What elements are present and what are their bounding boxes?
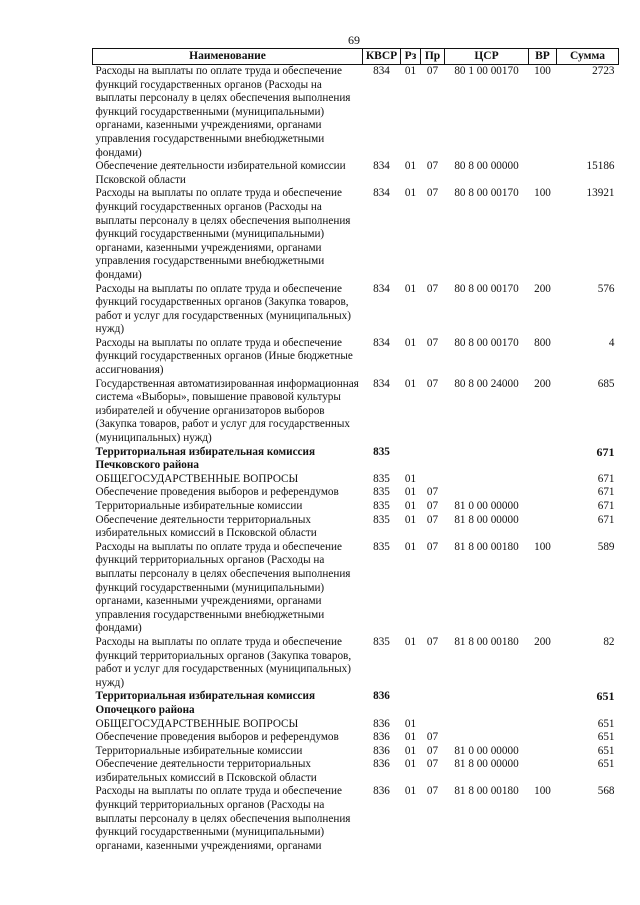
cell-csr: 81 8 00 00180: [454, 635, 519, 648]
table-row: [93, 690, 619, 717]
cell-name: Расходы на выплаты по оплате труда и обеспечение функций государственных органов (Закупка товаров, работ и услуг для государственных (муниципальных) нужд): [95, 282, 351, 336]
cell-sum: 671: [597, 500, 615, 512]
cell-kvsr: 835: [373, 635, 390, 648]
column-header-kvsr: КВСР: [363, 49, 401, 65]
cell-kvsr: 835: [373, 445, 390, 458]
cell-name: Расходы на выплаты по оплате труда и обеспечение функций государственных органов (Расходы на выплаты персоналу в целях обеспечения выполнения функций государственными (муниципальными) органами, казенными учреждениями, органами управления государственными внебюджетными фондами): [95, 65, 351, 159]
cell-csr: [445, 731, 529, 745]
cell-kvsr: 834: [373, 377, 390, 390]
page-number: 69: [348, 33, 360, 47]
cell-name: Территориальная избирательная комиссия Опочецкого района: [95, 690, 315, 716]
cell-csr: [445, 718, 529, 732]
table-row: [93, 731, 619, 745]
cell-kvsr: 836: [373, 785, 390, 798]
cell-csr: 80 8 00 00170: [454, 282, 519, 295]
cell-pr: 07: [426, 160, 439, 173]
cell-sum: 576: [597, 282, 615, 295]
cell-name: Обеспечение проведения выборов и референдумов: [95, 731, 339, 744]
cell-pr: 07: [426, 785, 439, 798]
cell-pr: [421, 473, 445, 487]
cell-kvsr: 835: [373, 540, 390, 553]
column-header-pr: Пр: [421, 49, 445, 65]
cell-sum: 13921: [586, 187, 615, 200]
cell-name: ОБЩЕГОСУДАРСТВЕННЫЕ ВОПРОСЫ: [95, 472, 299, 485]
cell-pr: 07: [426, 758, 439, 771]
cell-rz: 01: [404, 377, 417, 390]
cell-rz: 01: [404, 486, 417, 499]
cell-pr: [421, 718, 445, 732]
cell-kvsr: 834: [373, 187, 390, 200]
cell-sum: 685: [597, 377, 615, 390]
cell-rz: 01: [404, 785, 417, 798]
cell-sum: 651: [597, 717, 615, 730]
cell-name: ОБЩЕГОСУДАРСТВЕННЫЕ ВОПРОСЫ: [95, 717, 299, 730]
table-row: [93, 486, 619, 500]
cell-rz: 01: [404, 540, 417, 553]
table-row: [93, 718, 619, 732]
cell-vr: [529, 473, 557, 487]
cell-csr: [445, 446, 529, 473]
cell-vr: 200: [534, 377, 551, 390]
cell-name: Обеспечение проведения выборов и референдумов: [95, 486, 339, 499]
cell-name: Расходы на выплаты по оплате труда и обеспечение функций государственных органов (Иные бюджетные ассигнования): [95, 336, 353, 377]
cell-sum: 4: [608, 336, 615, 349]
cell-name: Территориальная избирательная комиссия Печковского района: [95, 445, 315, 472]
cell-vr: [529, 160, 557, 187]
cell-sum: 568: [597, 785, 615, 798]
cell-pr: 07: [426, 513, 439, 526]
column-header-rz: Рз: [401, 49, 421, 65]
cell-vr: [529, 486, 557, 500]
cell-pr: 07: [426, 336, 439, 349]
cell-name: Расходы на выплаты по оплате труда и обеспечение функций территориальных органов (Расходы на выплаты персоналу в целях обеспечения выполнения функций государственными (муниципальными) органами, казенными учреждениями, органами управления государственными внебюджетными фондами): [95, 540, 351, 635]
table-row: [93, 473, 619, 487]
cell-pr: 07: [426, 65, 439, 77]
cell-name: Обеспечение деятельности избирательной комиссии Псковской области: [95, 160, 346, 186]
cell-kvsr: 835: [373, 513, 390, 526]
cell-csr: [445, 690, 529, 717]
table-row: [93, 785, 619, 853]
cell-vr: [529, 690, 557, 717]
cell-rz: 01: [404, 282, 417, 295]
cell-pr: 07: [426, 377, 439, 390]
column-header-csr: ЦСР: [445, 49, 529, 65]
cell-vr: [529, 745, 557, 759]
cell-csr: [445, 486, 529, 500]
cell-rz: 01: [404, 160, 417, 173]
cell-rz: 01: [404, 336, 417, 349]
cell-kvsr: 835: [373, 486, 390, 499]
table-row: [93, 337, 619, 378]
cell-csr: 80 8 00 00170: [454, 336, 519, 349]
cell-sum: 2723: [592, 65, 615, 77]
cell-name: Территориальные избирательные комиссии: [95, 500, 303, 512]
cell-sum: 671: [597, 486, 615, 499]
cell-sum: 82: [603, 635, 615, 648]
cell-pr: 07: [426, 282, 439, 295]
cell-pr: 07: [426, 540, 439, 553]
cell-rz: [401, 446, 421, 473]
cell-csr: [445, 473, 529, 487]
cell-kvsr: 834: [373, 336, 390, 349]
table-row: [93, 514, 619, 541]
cell-rz: [401, 690, 421, 717]
cell-sum: 651: [597, 744, 615, 757]
cell-vr: 200: [534, 282, 551, 295]
cell-vr: 100: [534, 65, 551, 77]
table-row: [93, 187, 619, 282]
cell-kvsr: 836: [373, 717, 390, 730]
cell-name: Расходы на выплаты по оплате труда и обеспечение функций государственных органов (Расходы на выплаты персоналу в целях обеспечения выполнения функций государственными (муниципальными) органами, казенными учреждениями, органами управления государственными внебюджетными фондами): [95, 187, 351, 281]
table-row: [93, 160, 619, 187]
cell-vr: [529, 446, 557, 473]
cell-vr: [529, 514, 557, 541]
cell-pr: [421, 690, 445, 717]
cell-pr: 07: [426, 486, 439, 499]
cell-sum: 671: [597, 513, 615, 526]
cell-csr: 81 8 00 00000: [454, 513, 519, 526]
cell-kvsr: 835: [373, 472, 390, 485]
cell-rz: 01: [404, 744, 417, 757]
cell-csr: 81 8 00 00180: [454, 785, 519, 798]
cell-vr: 100: [534, 785, 551, 798]
cell-pr: 07: [426, 635, 439, 648]
cell-kvsr: 834: [373, 65, 390, 77]
column-header-name: Наименование: [93, 49, 363, 65]
cell-vr: [529, 731, 557, 745]
table-header-row: [93, 49, 619, 65]
cell-vr: [529, 718, 557, 732]
table-body: [93, 65, 619, 854]
cell-name: Обеспечение деятельности территориальных избирательных комиссий в Псковской области: [95, 513, 317, 540]
cell-name: Территориальные избирательные комиссии: [95, 744, 303, 757]
table-row: [93, 65, 619, 161]
cell-pr: 07: [426, 744, 439, 757]
cell-csr: 80 8 00 00170: [454, 187, 519, 200]
cell-vr: 100: [534, 540, 551, 553]
cell-sum: 15186: [586, 160, 615, 173]
cell-rz: 01: [404, 635, 417, 648]
table-row: [93, 378, 619, 446]
cell-name: Государственная автоматизированная информационная система «Выборы», повышение правовой культуры избирателей и обучение организаторов выборов (Закупка товаров, работ и услуг для государственных (муниципальных) нужд): [95, 377, 359, 445]
cell-rz: 01: [404, 65, 417, 77]
cell-sum: 671: [596, 444, 615, 459]
cell-kvsr: 836: [373, 731, 390, 744]
table-row: [93, 758, 619, 785]
column-header-sum: Сумма: [557, 49, 619, 65]
table-row: [93, 636, 619, 690]
cell-rz: 01: [404, 758, 417, 771]
cell-pr: 07: [426, 187, 439, 200]
cell-sum: 651: [597, 758, 615, 771]
cell-csr: 80 8 00 24000: [454, 377, 519, 390]
cell-csr: 80 1 00 00170: [454, 65, 519, 77]
cell-csr: 81 8 00 00000: [454, 758, 519, 771]
cell-sum: 651: [596, 689, 615, 704]
cell-pr: 07: [426, 500, 439, 512]
cell-kvsr: 835: [373, 500, 390, 512]
cell-rz: 01: [404, 500, 417, 512]
cell-pr: [421, 446, 445, 473]
budget-table: [92, 48, 619, 853]
cell-csr: 81 0 00 00000: [454, 744, 519, 757]
cell-rz: 01: [404, 472, 417, 485]
cell-vr: [529, 500, 557, 514]
cell-kvsr: 834: [373, 160, 390, 173]
cell-vr: 200: [534, 635, 551, 648]
cell-sum: 651: [597, 731, 615, 744]
cell-vr: 100: [534, 187, 551, 200]
cell-vr: 800: [534, 336, 551, 349]
table-row: [93, 446, 619, 473]
cell-csr: 81 0 00 00000: [454, 500, 519, 512]
cell-kvsr: 834: [373, 282, 390, 295]
table-row: [93, 745, 619, 759]
cell-sum: 671: [597, 472, 615, 485]
cell-csr: 81 8 00 00180: [454, 540, 519, 553]
cell-name: Обеспечение деятельности территориальных избирательных комиссий в Псковской области: [95, 758, 317, 784]
cell-kvsr: 836: [373, 758, 390, 771]
table-row: [93, 500, 619, 514]
cell-name: Расходы на выплаты по оплате труда и обеспечение функций территориальных органов (Закупка товаров, работ и услуг для государственных (муниципальных) нужд): [95, 635, 352, 689]
cell-sum: 589: [597, 540, 615, 553]
cell-kvsr: 836: [373, 744, 390, 757]
cell-pr: 07: [426, 731, 439, 744]
cell-name: Расходы на выплаты по оплате труда и обеспечение функций территориальных органов (Расходы на выплаты персоналу в целях обеспечения выполнения функций государственными (муниципальными) органами, казенными учреждениями, органами: [95, 785, 351, 852]
cell-kvsr: 836: [373, 690, 390, 703]
cell-rz: 01: [404, 731, 417, 744]
table-row: [93, 541, 619, 636]
cell-rz: 01: [404, 513, 417, 526]
cell-vr: [529, 758, 557, 785]
cell-csr: 80 8 00 00000: [454, 160, 519, 173]
table-row: [93, 283, 619, 337]
cell-rz: 01: [404, 717, 417, 730]
column-header-vr: ВР: [529, 49, 557, 65]
cell-rz: 01: [404, 187, 417, 200]
